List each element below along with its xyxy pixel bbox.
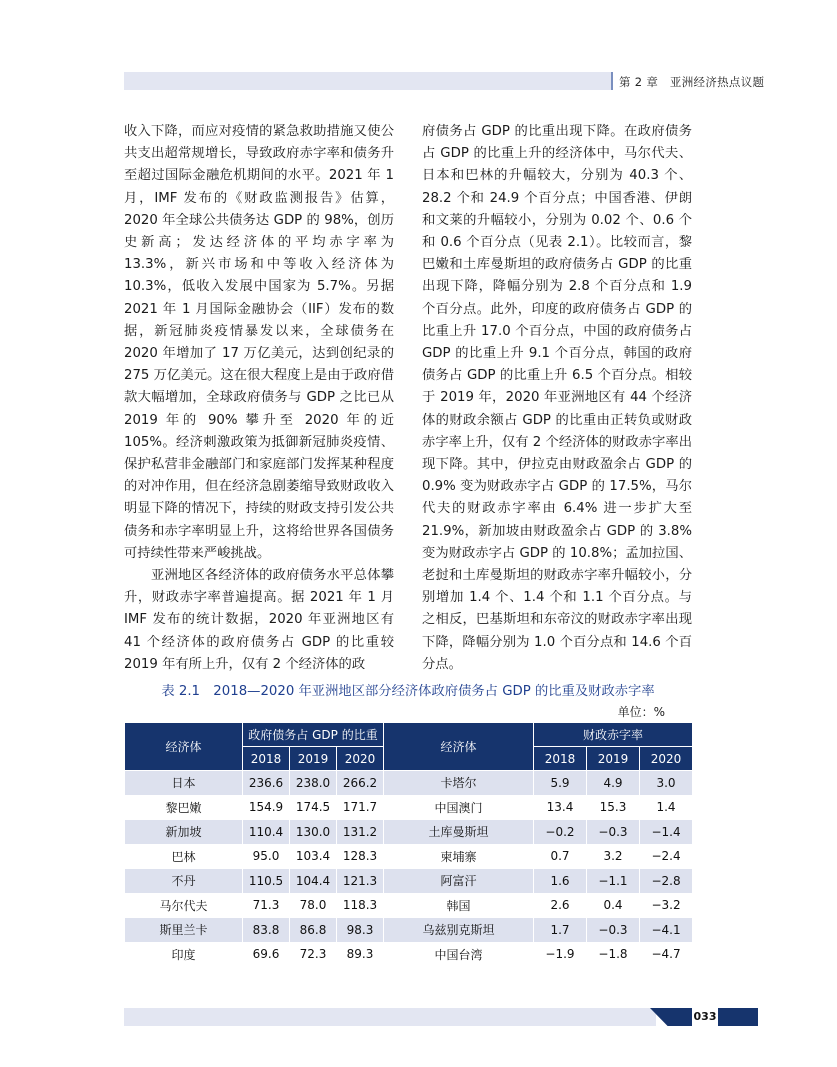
- economy-cell: 新加坡: [125, 820, 243, 845]
- debt-value-cell: 110.4: [243, 820, 290, 845]
- deficit-value-cell: 4.9: [587, 771, 640, 796]
- header-year: 2020: [337, 747, 384, 771]
- debt-value-cell: 174.5: [290, 795, 337, 820]
- right-column: [422, 121, 692, 676]
- table-row: [125, 869, 693, 894]
- page-number: 033: [692, 1008, 718, 1026]
- deficit-value-cell: −2.4: [640, 844, 693, 869]
- header-year: 2018: [534, 747, 587, 771]
- debt-value-cell: 110.5: [243, 869, 290, 894]
- left-paragraph-2: 亚洲地区各经济体的政府债务水平总体攀升，财政赤字率普遍提高。据 2021 年 1 月 IMF 发布的统计数据，2020 年亚洲地区有 41 个经济体的政府债务占 GDP 的比重较 2019 年有所上升，仅有 2 个经济体的政: [124, 568, 394, 672]
- economy-cell: 中国台湾: [384, 942, 534, 967]
- left-paragraph-1: 收入下降，而应对疫情的紧急救助措施又使公共支出超常规增长，导致政府赤字率和债务升至超过国际金融危机期间的水平。2021 年 1 月，IMF 发布的《财政监测报告》估算，2020 年全球公共债务达 GDP 的 98%，创历史新高；发达经济体的平均赤字率为 13.3%，新兴市场和中等收入经济体为 10.3%，低收入发展中国家为 5.7%。另据 2021 年 1 月国际金融协会（IIF）发布的数据，新冠肺炎疫情暴发以来，全球债务在 2020 年增加了 17 万亿美元，达到创纪录的 275 万亿美元。这在很大程度上是由于政府借款大幅增加，全球政府债务与 GDP 之比已从 2019 年的 90% 攀升至 2020 年的近 105%。经济刺激政策为抵御新冠肺炎疫情、保护私营非金融部门和家庭部门发挥某种程度的对冲作用，但在经济急剧萎缩导致财政收入明显下降的情况下，持续的财政支持引发公共债务和赤字率明显上升，这将给世界各国债务可持续性带来严峻挑战。: [124, 124, 394, 561]
- deficit-value-cell: −1.1: [587, 869, 640, 894]
- deficit-value-cell: 1.4: [640, 795, 693, 820]
- deficit-value-cell: 1.6: [534, 869, 587, 894]
- debt-value-cell: 71.3: [243, 893, 290, 918]
- deficit-value-cell: −1.8: [587, 942, 640, 967]
- debt-value-cell: 72.3: [290, 942, 337, 967]
- debt-value-cell: 266.2: [337, 771, 384, 796]
- table-row: [125, 844, 693, 869]
- deficit-value-cell: −0.3: [587, 918, 640, 943]
- right-paragraph-1: 府债务占 GDP 的比重出现下降。在政府债务占 GDP 的比重上升的经济体中，马尔代夫、日本和巴林的升幅较大，分别为 40.3 个、28.2 个和 24.9 个百分点；中国香港、伊朗和文莱的升幅较小，分别为 0.02 个、0.6 个和 0.6 个百分点（见表 2.1）。比较而言，黎巴嫩和土库曼斯坦的政府债务占 GDP 的比重出现下降，降幅分别为 2.8 个百分点和 1.9 个百分点。此外，印度的政府债务占 GDP 的比重上升 17.0 个百分点，中国的政府债务占 GDP 的比重上升 9.1 个百分点，韩国的政府债务占 GDP 的比重上升 6.5 个百分点。相较于 2019 年，2020 年亚洲地区有 44 个经济体的财政余额占 GDP 的比重由正转负或财政赤字率上升，仅有 2 个经济体的财政赤字率出现下降。其中，伊拉克由财政盈余占 GDP 的 0.9% 变为财政赤字占 GDP 的 17.5%，马尔代夫的财政赤字率由 6.4% 进一步扩大至 21.9%，新加坡由财政盈余占 GDP 的 3.8% 变为财政赤字占 GDP 的 10.8%；孟加拉国、老挝和土库曼斯坦的财政赤字率升幅较小，分别增加 1.4 个、1.4 个和 1.1 个百分点。与之相反，巴基斯坦和东帝汶的财政赤字率出现下降，降幅分别为 1.0 个百分点和 14.6 个百分点。: [422, 124, 692, 672]
- debt-value-cell: 89.3: [337, 942, 384, 967]
- deficit-value-cell: −2.8: [640, 869, 693, 894]
- header-year: 2018: [243, 747, 290, 771]
- economy-cell: 巴林: [125, 844, 243, 869]
- deficit-value-cell: 15.3: [587, 795, 640, 820]
- debt-value-cell: 130.0: [290, 820, 337, 845]
- debt-value-cell: 103.4: [290, 844, 337, 869]
- debt-value-cell: 121.3: [337, 869, 384, 894]
- debt-value-cell: 154.9: [243, 795, 290, 820]
- economy-cell: 黎巴嫩: [125, 795, 243, 820]
- economy-cell: 韩国: [384, 893, 534, 918]
- header-debt: 政府债务占 GDP 的比重: [243, 723, 384, 747]
- debt-value-cell: 128.3: [337, 844, 384, 869]
- table-row: [125, 820, 693, 845]
- economy-cell: 卡塔尔: [384, 771, 534, 796]
- deficit-value-cell: 3.0: [640, 771, 693, 796]
- header-economy-left: 经济体: [125, 723, 243, 771]
- table-caption: 表 2.1 2018—2020 年亚洲地区部分经济体政府债务占 GDP 的比重及财政赤字率: [161, 684, 655, 699]
- header-year: 2019: [587, 747, 640, 771]
- debt-value-cell: 104.4: [290, 869, 337, 894]
- economy-cell: 土库曼斯坦: [384, 820, 534, 845]
- header-year: 2020: [640, 747, 693, 771]
- table-row: [125, 918, 693, 943]
- header-economy-right: 经济体: [384, 723, 534, 771]
- debt-value-cell: 78.0: [290, 893, 337, 918]
- debt-value-cell: 131.2: [337, 820, 384, 845]
- footer-block: [718, 1008, 758, 1026]
- debt-deficit-table: [124, 722, 693, 967]
- economy-cell: 乌兹别克斯坦: [384, 918, 534, 943]
- debt-value-cell: 171.7: [337, 795, 384, 820]
- debt-value-cell: 118.3: [337, 893, 384, 918]
- deficit-value-cell: 0.7: [534, 844, 587, 869]
- table-unit: 单位：%: [617, 705, 665, 719]
- debt-value-cell: 98.3: [337, 918, 384, 943]
- header-bar: [124, 72, 611, 90]
- economy-cell: 马尔代夫: [125, 893, 243, 918]
- left-column: [124, 121, 394, 676]
- economy-cell: 柬埔寨: [384, 844, 534, 869]
- table-row: [125, 893, 693, 918]
- chapter-title: 第 2 章 亚洲经济热点议题: [619, 75, 765, 89]
- footer-wedge: [650, 1008, 694, 1026]
- economy-cell: 斯里兰卡: [125, 918, 243, 943]
- deficit-value-cell: 0.4: [587, 893, 640, 918]
- table-row: [125, 795, 693, 820]
- debt-value-cell: 86.8: [290, 918, 337, 943]
- header-deficit: 财政赤字率: [534, 723, 693, 747]
- debt-value-cell: 95.0: [243, 844, 290, 869]
- deficit-value-cell: −4.7: [640, 942, 693, 967]
- deficit-value-cell: 5.9: [534, 771, 587, 796]
- economy-cell: 日本: [125, 771, 243, 796]
- economy-cell: 印度: [125, 942, 243, 967]
- deficit-value-cell: 2.6: [534, 893, 587, 918]
- deficit-value-cell: 3.2: [587, 844, 640, 869]
- header-separator: [611, 72, 613, 90]
- header-year: 2019: [290, 747, 337, 771]
- deficit-value-cell: −4.1: [640, 918, 693, 943]
- deficit-value-cell: −1.4: [640, 820, 693, 845]
- deficit-value-cell: 1.7: [534, 918, 587, 943]
- table-row: [125, 942, 693, 967]
- debt-value-cell: 83.8: [243, 918, 290, 943]
- deficit-value-cell: −0.3: [587, 820, 640, 845]
- economy-cell: 中国澳门: [384, 795, 534, 820]
- footer-bar: [124, 1008, 656, 1026]
- economy-cell: 不丹: [125, 869, 243, 894]
- debt-value-cell: 238.0: [290, 771, 337, 796]
- economy-cell: 阿富汗: [384, 869, 534, 894]
- deficit-value-cell: 13.4: [534, 795, 587, 820]
- debt-value-cell: 69.6: [243, 942, 290, 967]
- table-row: [125, 771, 693, 796]
- deficit-value-cell: −3.2: [640, 893, 693, 918]
- debt-value-cell: 236.6: [243, 771, 290, 796]
- deficit-value-cell: −0.2: [534, 820, 587, 845]
- deficit-value-cell: −1.9: [534, 942, 587, 967]
